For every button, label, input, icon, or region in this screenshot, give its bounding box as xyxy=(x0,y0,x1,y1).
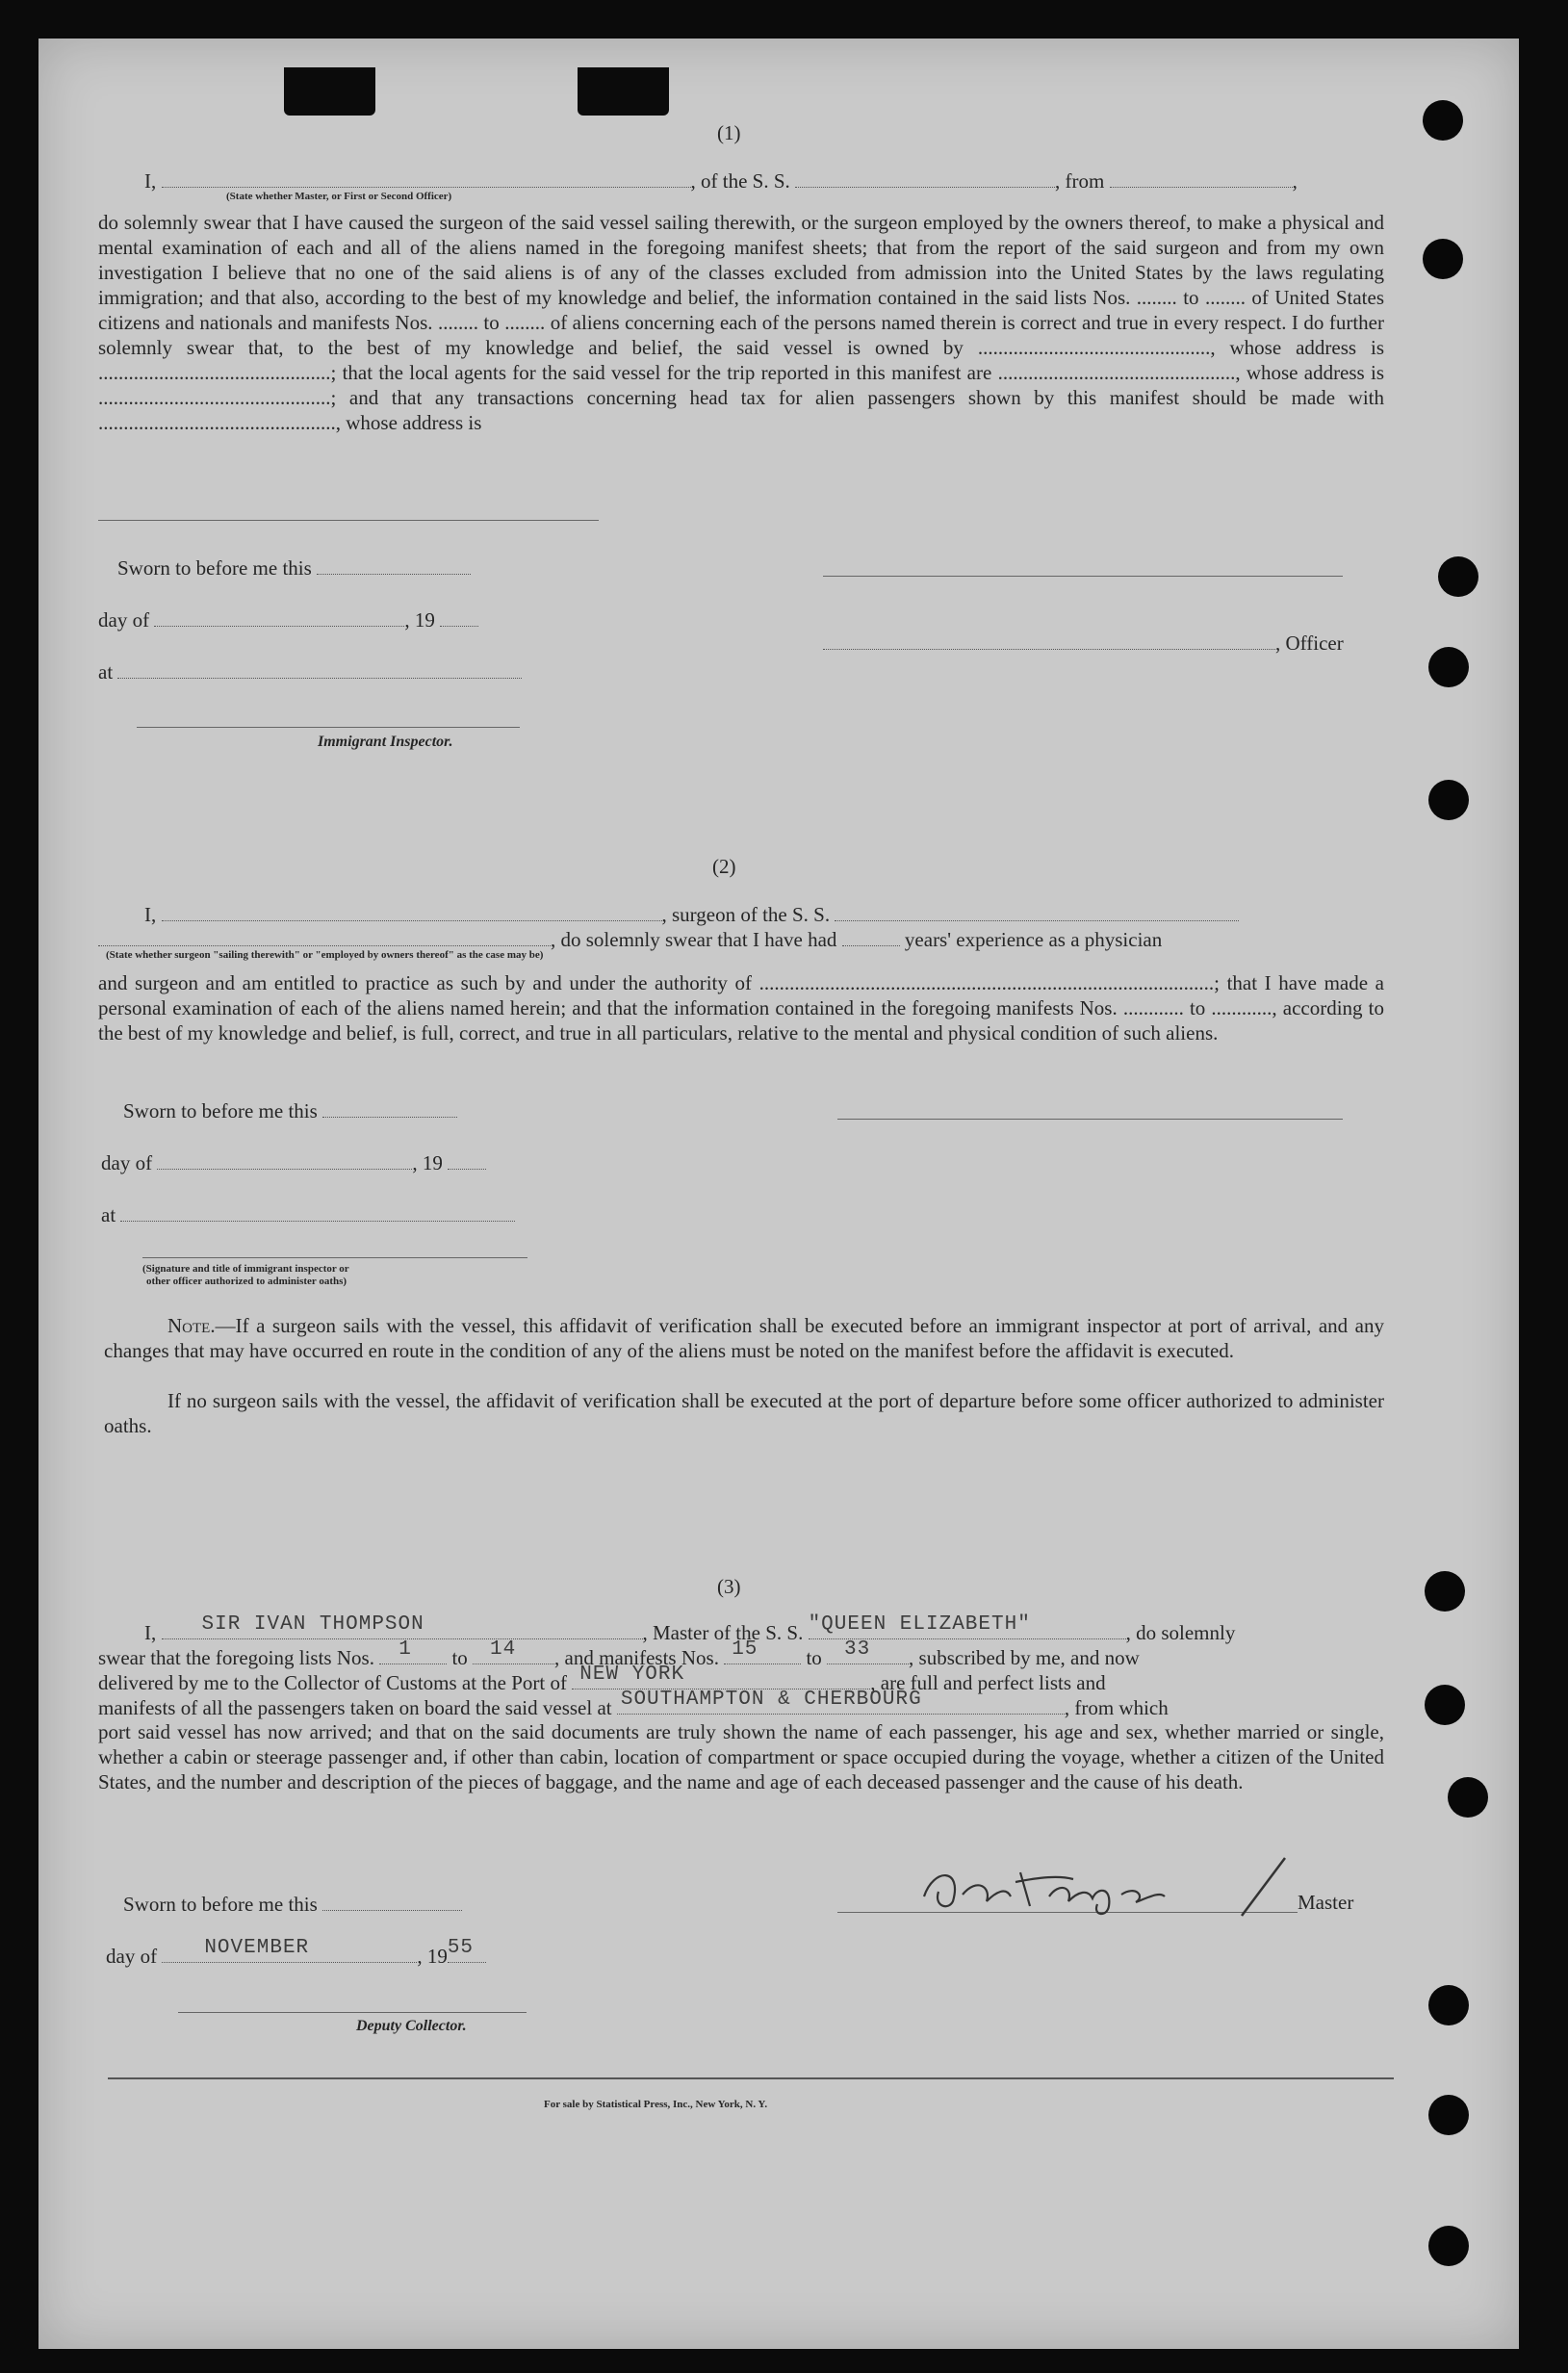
footer-text: For sale by Statistical Press, Inc., New York, N. Y. xyxy=(544,2099,768,2110)
binder-hole xyxy=(1425,1685,1465,1725)
ship-name-value: "QUEEN ELIZABETH" xyxy=(808,1613,1031,1636)
section-2-number: (2) xyxy=(712,855,736,878)
label-years: years' experience as a physician xyxy=(904,928,1163,951)
at-field[interactable] xyxy=(120,1201,515,1222)
label-swear: , do solemnly swear that I have had xyxy=(551,928,837,951)
address-line[interactable] xyxy=(98,520,599,521)
surgeon-ship-field[interactable] xyxy=(835,901,1239,921)
label-of-ss: , of the S. S. xyxy=(690,169,790,193)
year-field[interactable] xyxy=(447,1937,486,1963)
no-surgeon-note: If no surgeon sails with the vessel, the affidavit of verification shall be executed at the port of departure before some officer authorized to administer oaths. xyxy=(104,1389,1384,1437)
section-3-number: (3) xyxy=(717,1575,741,1598)
year-field[interactable] xyxy=(440,606,478,627)
manifests-from-field[interactable] xyxy=(724,1638,801,1664)
at-row-2 xyxy=(101,1201,515,1227)
deputy-collector-label: Deputy Collector. xyxy=(356,2018,467,2034)
master-label: Master xyxy=(1298,1891,1354,1914)
label-from: , from xyxy=(1055,169,1105,193)
day-of-label: day of xyxy=(101,1151,153,1174)
manifest-page xyxy=(39,39,1519,2349)
sworn-label-3 xyxy=(123,1891,462,1917)
officer-signature-line[interactable] xyxy=(823,576,1343,577)
surgeon-signature-line[interactable] xyxy=(837,1119,1343,1120)
master-name-value: SIR IVAN THOMPSON xyxy=(201,1613,424,1636)
day-of-field[interactable] xyxy=(157,1149,412,1170)
master-signature xyxy=(905,1848,1348,1925)
section-3-line-1 xyxy=(144,1613,1236,1645)
inspector-signature-line[interactable] xyxy=(142,1257,527,1258)
sworn-text: Sworn to before me this xyxy=(123,1099,318,1122)
label-master-of: , Master of the S. S. xyxy=(642,1621,804,1644)
section-2-line-2 xyxy=(98,926,1162,952)
officer-note: (State whether Master, or First or Second Officer) xyxy=(226,191,452,202)
lists-from-field[interactable] xyxy=(379,1638,447,1664)
day-of-row-3 xyxy=(106,1937,486,1969)
binder-hole xyxy=(1428,2095,1469,2135)
immigrant-inspector-label: Immigrant Inspector. xyxy=(318,734,453,750)
surgeon-name-field[interactable] xyxy=(162,901,662,921)
binder-hole xyxy=(1428,647,1469,687)
ship-name-field[interactable] xyxy=(808,1613,1126,1639)
day-of-field[interactable] xyxy=(154,606,404,627)
inspector-signature-line[interactable] xyxy=(137,727,520,728)
section-2-body: and surgeon and am entitled to practice as such by and under the authority of ..........................................................................................; that I have made a personal examination of each of the aliens named herein; and that the information contained in the foregoing manifests Nos. ............ to ............, according to the best of my knowledge and belief, is full, correct, and true in all particulars, relative to the mental and physical condition of such aliens. xyxy=(98,971,1384,1045)
ship-name-field[interactable] xyxy=(795,168,1055,188)
sworn-text: Sworn to before me this xyxy=(117,556,312,580)
from-field[interactable] xyxy=(1110,168,1293,188)
binder-hole xyxy=(1428,780,1469,820)
label-from-which: , from which xyxy=(1064,1696,1169,1719)
at-label: at xyxy=(101,1203,116,1226)
officer-row xyxy=(823,630,1344,656)
year-label: , 19 xyxy=(417,1945,448,1968)
sworn-date-field[interactable] xyxy=(317,555,471,575)
label-taken-on-board: manifests of all the passengers taken on board the said vessel at xyxy=(98,1696,612,1719)
year-field[interactable] xyxy=(448,1149,486,1170)
master-name-field[interactable] xyxy=(162,1613,643,1639)
note-label: Note. xyxy=(167,1314,216,1337)
section-1-number: (1) xyxy=(717,121,741,144)
month-field[interactable] xyxy=(162,1937,417,1963)
label-perfect-lists: , are full and perfect lists and xyxy=(870,1671,1106,1694)
label-port: delivered by me to the Collector of Customs at the Port of xyxy=(98,1671,567,1694)
signature-note-1: (Signature and title of immigrant inspector or xyxy=(142,1263,349,1275)
section-1-line-1: I, , of the S. S. , from , xyxy=(144,169,1298,193)
manifests-from-value: 15 xyxy=(732,1638,758,1661)
year-value: 55 xyxy=(447,1937,475,1959)
manifests-to-value: 33 xyxy=(844,1638,871,1661)
binder-hole xyxy=(1425,1571,1465,1612)
month-value: NOVEMBER xyxy=(204,1937,310,1959)
label-to: to xyxy=(451,1646,468,1669)
at-label: at xyxy=(98,660,114,684)
surgeon-type-field[interactable] xyxy=(98,926,551,946)
note-text: —If a surgeon sails with the vessel, this affidavit of verification shall be executed before an immigrant inspector at port of arrival, and any changes that may have occurred en route in the condition of any of the aliens must be noted on the manifest before the affidavit is executed. xyxy=(104,1314,1384,1362)
label-subscribed: , subscribed by me, and now xyxy=(909,1646,1140,1669)
departure-field[interactable] xyxy=(617,1689,1065,1715)
lists-from-value: 1 xyxy=(398,1638,412,1661)
page-notch xyxy=(284,67,375,116)
day-of-row-1 xyxy=(98,606,478,632)
section-3-body: port said vessel has now arrived; and that on the said documents are truly shown the name of each passenger, his age and sex, whether married or single, whether a cabin or steerage passenger and, if other than cabin, location of compartment or space occupied during the voyage, whether a citizen of the United States, and the number and description of the pieces of baggage, and the name and age of each deceased passenger and the cause of his death. xyxy=(98,1720,1384,1793)
officer-label: , Officer xyxy=(1275,632,1344,655)
surgeon-note: (State whether surgeon "sailing therewith" or "employed by owners thereof" as the case may be) xyxy=(106,949,544,961)
footer-divider xyxy=(108,2077,1394,2079)
binder-hole xyxy=(1428,2226,1469,2266)
signature-note-2: other officer authorized to administer oaths) xyxy=(146,1276,347,1287)
sworn-date-field[interactable] xyxy=(322,1097,457,1118)
label-i: I, xyxy=(144,903,157,926)
section-1-body: do solemnly swear that I have caused the surgeon of the said vessel sailing therewith, or the surgeon employed by the owners thereof, to make a physical and mental examination of each and all of the aliens named in the foregoing manifest sheets; that from the report of the said surgeon and from my own investigation I believe that no one of the said aliens is of any of the classes excluded from admission into the United States by the laws regulating immigration; and that also, according to the best of my knowledge and belief, the information contained in the said lists Nos. ........ to ........ of United States citizens and nationals and manifests Nos. ........ to ........ of aliens concerning each of the persons named therein is correct and true in every respect. I do further solemnly swear that, to the best of my knowledge and belief, the said vessel is owned by .............................................., whose address is ..............................................; that the local agents for the said vessel for the trip reported in this manifest are ..............................................., whose address is ..............................................; and that any transactions concerning head tax for alien passengers shown by this manifest should be made with ..............................................., whose address is xyxy=(98,211,1384,434)
binder-hole xyxy=(1448,1777,1488,1818)
at-row-1 xyxy=(98,658,522,684)
day-of-row-2 xyxy=(101,1149,486,1175)
binder-hole xyxy=(1438,556,1478,597)
label-i: I, xyxy=(144,1621,157,1644)
section-3-line-4 xyxy=(98,1689,1169,1720)
port-value: NEW YORK xyxy=(579,1664,685,1686)
label-manifests: , and manifests Nos. xyxy=(554,1646,719,1669)
label-surgeon: , surgeon of the S. S. xyxy=(661,903,831,926)
lists-to-field[interactable] xyxy=(473,1638,554,1664)
day-of-label: day of xyxy=(106,1945,158,1968)
officer-title-field[interactable] xyxy=(823,630,1275,650)
sworn-label-2 xyxy=(123,1097,457,1123)
page-notch xyxy=(578,67,669,116)
label-solemnly: , do solemnly xyxy=(1125,1621,1236,1644)
sworn-label-1 xyxy=(117,555,471,580)
section-2-line-1 xyxy=(144,901,1239,927)
day-of-label: day of xyxy=(98,608,150,632)
year-label: , 19 xyxy=(412,1151,443,1174)
sworn-date-field[interactable] xyxy=(322,1891,462,1911)
port-field[interactable] xyxy=(572,1664,870,1689)
lists-to-value: 14 xyxy=(490,1638,517,1661)
departure-value: SOUTHAMPTON & CHERBOURG xyxy=(620,1689,922,1711)
binder-hole xyxy=(1428,1985,1469,2025)
label-lists: swear that the foregoing lists Nos. xyxy=(98,1646,374,1669)
at-field[interactable] xyxy=(117,658,522,679)
manifests-to-field[interactable] xyxy=(827,1638,909,1664)
section-3-line-3 xyxy=(98,1664,1106,1695)
label-to: to xyxy=(806,1646,822,1669)
binder-hole xyxy=(1423,239,1463,279)
collector-signature-line[interactable] xyxy=(178,2012,527,2013)
years-field[interactable] xyxy=(842,926,900,946)
surgeon-note-paragraph xyxy=(104,1313,1384,1363)
officer-name-field[interactable] xyxy=(162,168,691,188)
label-i: I, xyxy=(144,169,157,193)
sworn-text: Sworn to before me this xyxy=(123,1893,318,1916)
binder-hole xyxy=(1423,100,1463,141)
year-label: , 19 xyxy=(404,608,435,632)
